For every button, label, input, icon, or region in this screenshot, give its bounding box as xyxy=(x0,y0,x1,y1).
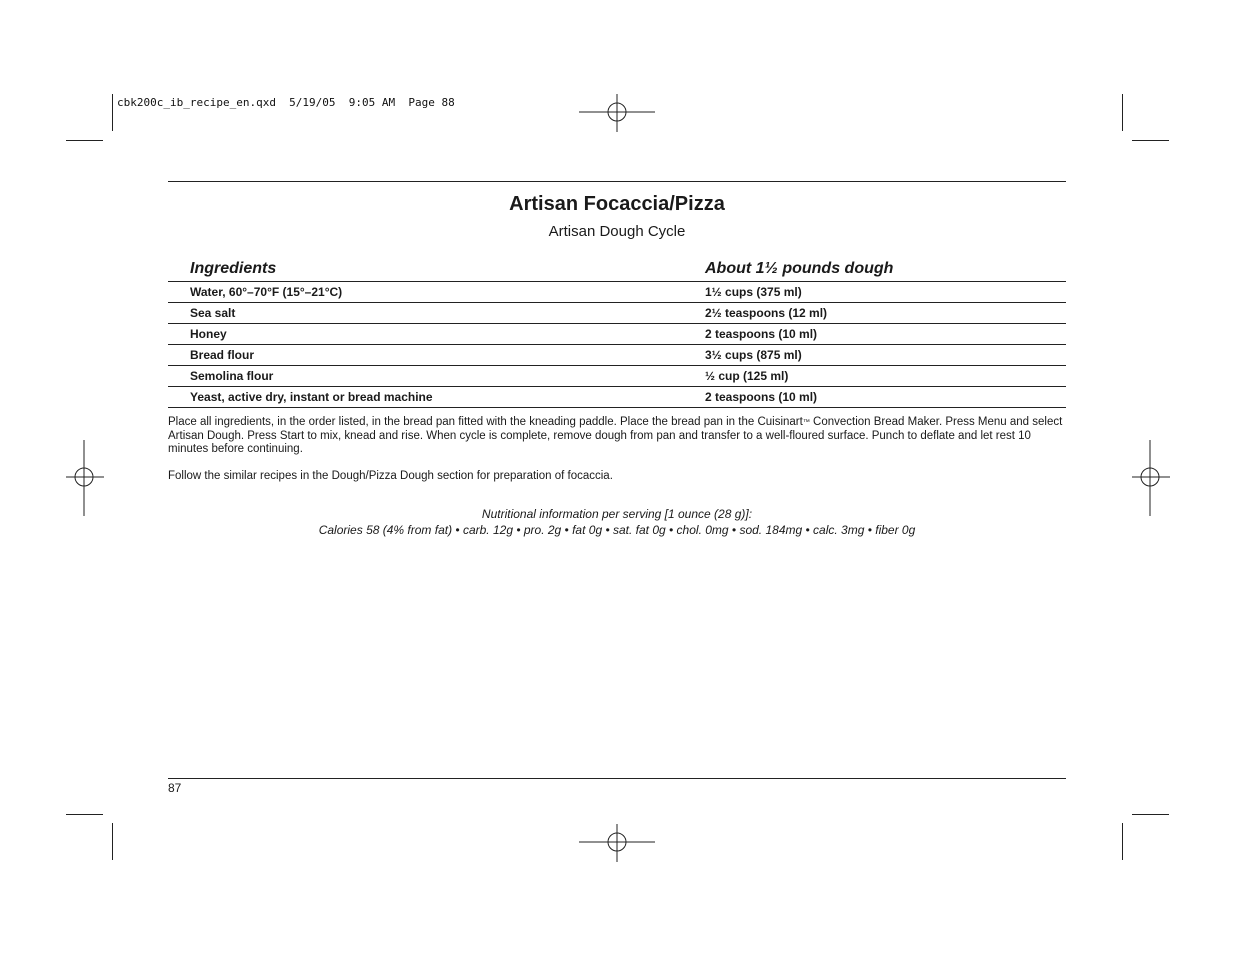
recipe-subtitle: Artisan Dough Cycle xyxy=(548,223,686,240)
table-row xyxy=(168,345,1066,366)
instructions-paragraph xyxy=(168,416,1066,457)
ingredient-amount: 2 teaspoons (10 ml) xyxy=(683,387,1066,408)
recipe-title: Artisan Focaccia/Pizza xyxy=(509,193,725,215)
table-row xyxy=(168,324,1066,345)
trademark-symbol: ™ xyxy=(802,419,810,426)
crop-mark xyxy=(1122,823,1123,860)
ingredient-name: Honey xyxy=(168,324,683,345)
crop-mark xyxy=(1132,814,1169,815)
table-row xyxy=(168,387,1066,408)
ingredient-name: Yeast, active dry, instant or bread machine xyxy=(168,387,683,408)
registration-mark-left xyxy=(66,440,104,516)
print-slug: cbk200c_ib_recipe_en.qxd 5/19/05 9:05 AM Page 88 xyxy=(117,96,455,109)
ingredient-amount: 1½ cups (375 ml) xyxy=(683,282,1066,303)
table-row xyxy=(168,303,1066,324)
crop-mark xyxy=(1122,94,1123,131)
ingredient-amount: 3½ cups (875 ml) xyxy=(683,345,1066,366)
crop-mark xyxy=(112,823,113,860)
ingredient-name: Bread flour xyxy=(168,345,683,366)
crop-mark xyxy=(66,814,103,815)
registration-mark-bottom xyxy=(579,824,655,862)
page-number: 87 xyxy=(168,781,182,795)
registration-mark-right xyxy=(1132,440,1170,516)
registration-mark-top xyxy=(579,94,655,132)
crop-mark xyxy=(112,94,113,131)
ingredient-amount: 2 teaspoons (10 ml) xyxy=(683,324,1066,345)
instructions-text-1: Place all ingredients, in the order listed, in the bread pan fitted with the kneading paddle. Place the bread pan in the Cuisinart xyxy=(168,416,803,428)
ingredient-amount: 2½ teaspoons (12 ml) xyxy=(683,303,1066,324)
ingredient-name: Semolina flour xyxy=(168,366,683,387)
crop-mark xyxy=(66,140,103,141)
ingredient-name: Water, 60°–70°F (15°–21°C) xyxy=(168,282,683,303)
nutrition-values: Calories 58 (4% from fat) • carb. 12g • pro. 2g • fat 0g • sat. fat 0g • chol. 0mg • sod. 184mg • calc. 3mg • fiber 0g xyxy=(318,523,916,537)
ingredients-header: Ingredients xyxy=(168,256,683,282)
crop-mark xyxy=(1132,140,1169,141)
ingredient-name: Sea salt xyxy=(168,303,683,324)
table-row xyxy=(168,282,1066,303)
nutrition-heading: Nutritional information per serving [1 ounce (28 g)]: xyxy=(481,507,753,521)
table-header-row xyxy=(168,256,1066,282)
top-rule xyxy=(168,181,1066,182)
amount-header: About 1½ pounds dough xyxy=(683,256,1066,282)
table-row xyxy=(168,366,1066,387)
instructions-text-2: Convection Bread Maker. Press Menu and select Artisan Dough. Press Start to mix, knead and rise. When cycle is complete, remove dough from pan and transfer to a well-floured surface. Punch to deflate and let rest 10 minutes before continuing. xyxy=(168,416,1063,455)
bottom-rule xyxy=(168,778,1066,779)
ingredients-table xyxy=(168,256,1066,408)
ingredient-amount: ½ cup (125 ml) xyxy=(683,366,1066,387)
focaccia-note: Follow the similar recipes in the Dough/Pizza Dough section for preparation of focaccia. xyxy=(168,470,613,482)
